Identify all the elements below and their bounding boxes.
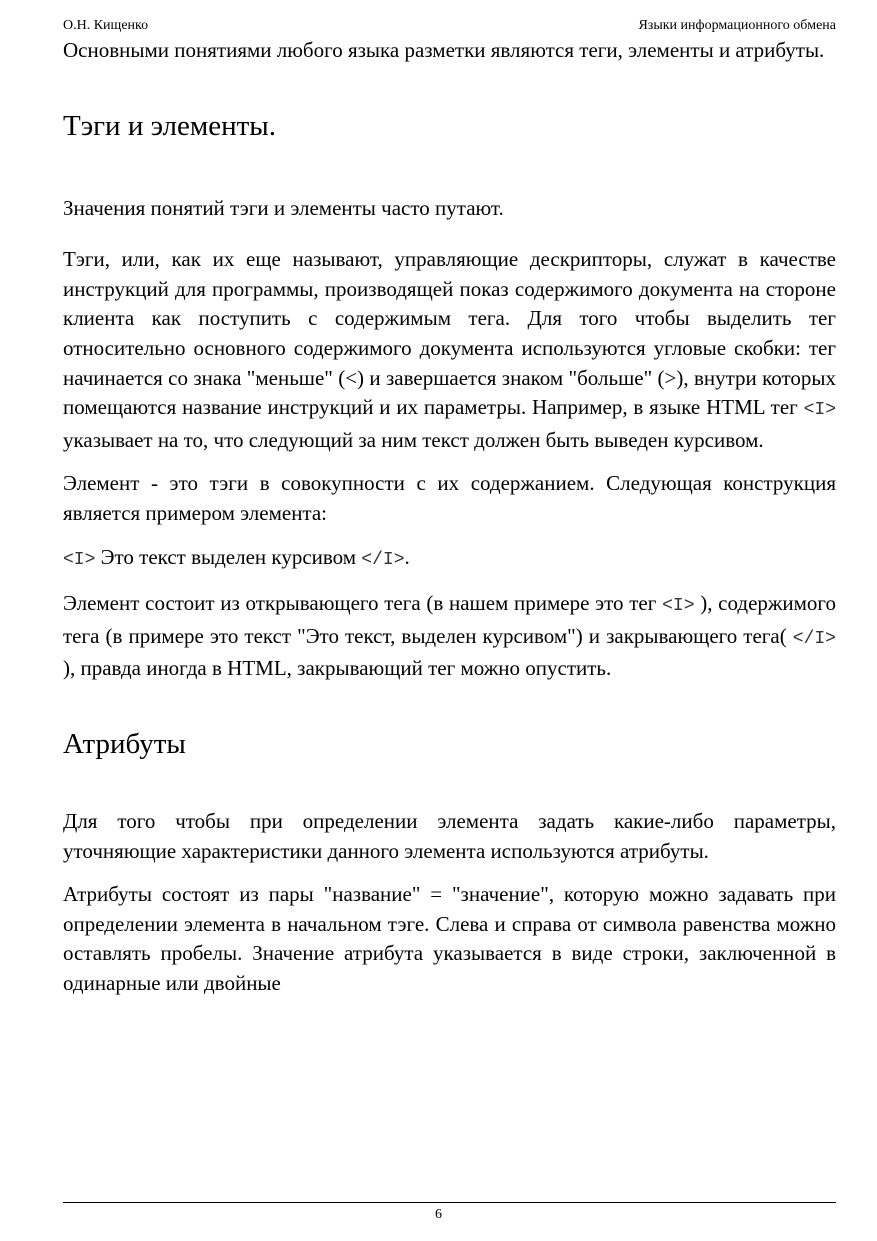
inline-code-open-tag: <I> [662,596,695,617]
intro-paragraph: Основными понятиями любого языка разметки являются теги, элементы и атрибуты. [63,38,825,62]
page-header [63,16,836,36]
example-close-tag: </I> [361,549,405,570]
paragraph-text: Элемент состоит из открывающего тега (в нашем примере это тег [63,591,657,616]
header-author: О.Н. Кищенко [63,18,149,33]
paragraph-element-definition: Элемент - это тэги в совокупности с их содержанием. Следующая конструкция является примером элемента: [63,471,836,525]
example-open-tag: <I> [63,549,96,570]
inline-code-tag: <I> [803,400,837,421]
paragraph-text: ), правда иногда в HTML, закрывающий тег можно опустить. [63,656,612,681]
paragraph-text: указывает на то, что следующий за ним текст должен быть выведен курсивом. [63,427,764,452]
paragraph-attributes-purpose: Для того чтобы при определении элемента задать какие-либо параметры, уточняющие характеристики данного элемента используются атрибуты. [63,808,836,863]
paragraph-text: Тэги, или, как их еще называют, управляющие дескрипторы, служат в качестве инструкций для программы, производящей показ содержимого документа на стороне клиента как поступить с содержимым тега. Для того чтобы выделить тег относительно основного содержимого документа используются угловые скобки: тег начинается со знака "меньше" (<) и завершается знаком "больше" (>), внутри которых помещаются название инструкций и их параметры. Например, в языке HTML тег [63,247,836,420]
paragraph-text: ), содержимого тега (в примере это текст "Это текст, выделен курсивом") и закрывающего тега( [63,591,837,648]
paragraph-attributes-syntax: Атрибуты состоят из пары "название" = "значение", которую можно задавать при определении элемента в начальном тэге. Слева и справа от символа равенства можно оставлять пробелы. Значение атрибута указывается в виде строки, заключенной в одинарные или двойные [63,882,836,995]
inline-code-close-tag: </I> [792,628,836,649]
section-heading-attributes: Атрибуты [63,727,186,760]
example-end: . [404,544,410,569]
element-example [63,543,836,576]
page-number: 6 [435,1207,442,1222]
footer-divider [63,1202,836,1203]
paragraph-tags-definition [63,245,836,455]
page-content [63,36,836,1012]
example-text: Это текст выделен курсивом [100,544,357,569]
paragraph-tags-confusion: Значения понятий тэги и элементы часто путают. [63,195,504,220]
header-document-title: Языки информационного обмена [638,18,836,33]
section-heading-tags-elements: Тэги и элементы. [63,109,277,142]
paragraph-element-structure [63,589,836,684]
